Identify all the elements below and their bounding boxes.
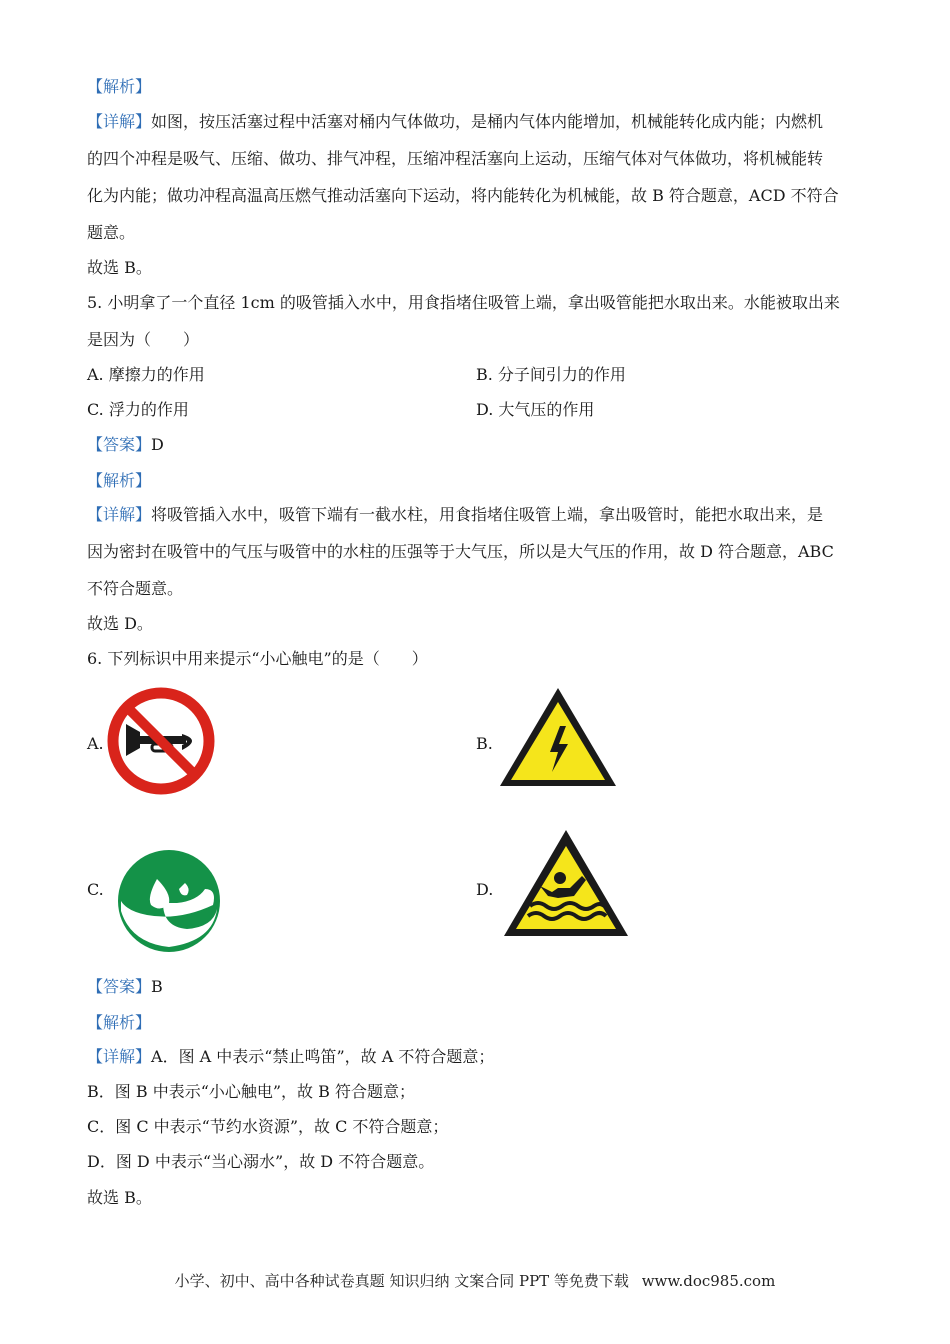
electric-shock-warning-icon — [496, 684, 620, 790]
choose-statement: 故选 B。 — [87, 258, 152, 277]
option-d-label: D. — [476, 880, 494, 899]
detail-text: 如图，按压活塞过程中活塞对桶内气体做功，是桶内气体内能增加，机械能转化成内能；内燃机 — [151, 112, 824, 131]
choose-statement: 故选 D。 — [87, 614, 153, 633]
detail-paragraph-line: 的四个冲程是吸气、压缩、做功、排气冲程，压缩冲程活塞向上运动，压缩气体对气体做功，将机械能转 — [87, 149, 824, 168]
analysis-tag: 【解析】 — [87, 1013, 152, 1032]
detail-paragraph-line — [87, 111, 823, 133]
detail-paragraph-line: 题意。 — [87, 223, 136, 242]
detail-paragraph-line: B．图 B 中表示“小心触电”，故 B 符合题意； — [87, 1082, 415, 1101]
detail-paragraph-line: 化为内能；做功冲程高温高压燃气推动活塞向下运动，将内能转化为机械能，故 B 符合题意，ACD 不符合 — [87, 186, 839, 205]
detail-paragraph-line — [87, 1046, 494, 1068]
detail-paragraph-line: D．图 D 中表示“当心溺水”，故 D 不符合题意。 — [87, 1152, 435, 1171]
answer-tag: 【答案】 — [87, 435, 152, 454]
answer-tag: 【答案】 — [87, 977, 152, 996]
question-6-stem: 6. 下列标识中用来提示“小心触电”的是（ ） — [87, 649, 428, 668]
drowning-warning-icon — [500, 826, 632, 940]
detail-tag: 【详解】 — [87, 1047, 152, 1066]
footer-url[interactable]: www.doc985.com — [641, 1272, 776, 1290]
option-a-label: A. — [87, 734, 104, 753]
choose-statement: 故选 B。 — [87, 1188, 152, 1207]
option-b-label: B. — [476, 734, 493, 753]
answer-value: D — [151, 435, 164, 454]
answer-value: B — [151, 977, 163, 996]
detail-tag: 【详解】 — [87, 505, 152, 524]
no-horn-sign-icon — [104, 684, 218, 798]
option-d: D. 大气压的作用 — [476, 400, 595, 419]
answer-line — [87, 976, 163, 998]
analysis-tag: 【解析】 — [87, 77, 152, 96]
analysis-tag: 【解析】 — [87, 471, 152, 490]
option-c: C. 浮力的作用 — [87, 400, 189, 419]
detail-paragraph-line: C．图 C 中表示“节约水资源”，故 C 不符合题意； — [87, 1117, 449, 1136]
detail-paragraph-line: 不符合题意。 — [87, 579, 184, 598]
option-c-label: C. — [87, 880, 104, 899]
detail-tag: 【详解】 — [87, 112, 152, 131]
detail-paragraph-line: 因为密封在吸管中的气压与吸管中的水柱的压强等于大气压，所以是大气压的作用，故 D 符合题意，ABC — [87, 542, 834, 561]
option-b: B. 分子间引力的作用 — [476, 365, 626, 384]
detail-text: 将吸管插入水中，吸管下端有一截水柱，用食指堵住吸管上端，拿出吸管时，能把水取出来，是 — [151, 505, 824, 524]
detail-paragraph-line — [87, 504, 823, 526]
question-5-stem: 5. 小明拿了一个直径 1cm 的吸管插入水中，用食指堵住吸管上端，拿出吸管能把水取出来。水能被取出来 — [87, 293, 840, 312]
answer-line — [87, 434, 164, 456]
question-5-stem-cont: 是因为（ ） — [87, 330, 200, 349]
footer-text: 小学、初中、高中各种试卷真题 知识归纳 文案合同 PPT 等免费下载 — [174, 1272, 629, 1290]
option-a: A. 摩擦力的作用 — [87, 365, 205, 384]
water-saving-icon — [117, 849, 221, 953]
detail-text: A．图 A 中表示“禁止鸣笛”，故 A 不符合题意； — [151, 1047, 495, 1066]
page-footer — [0, 1270, 950, 1291]
